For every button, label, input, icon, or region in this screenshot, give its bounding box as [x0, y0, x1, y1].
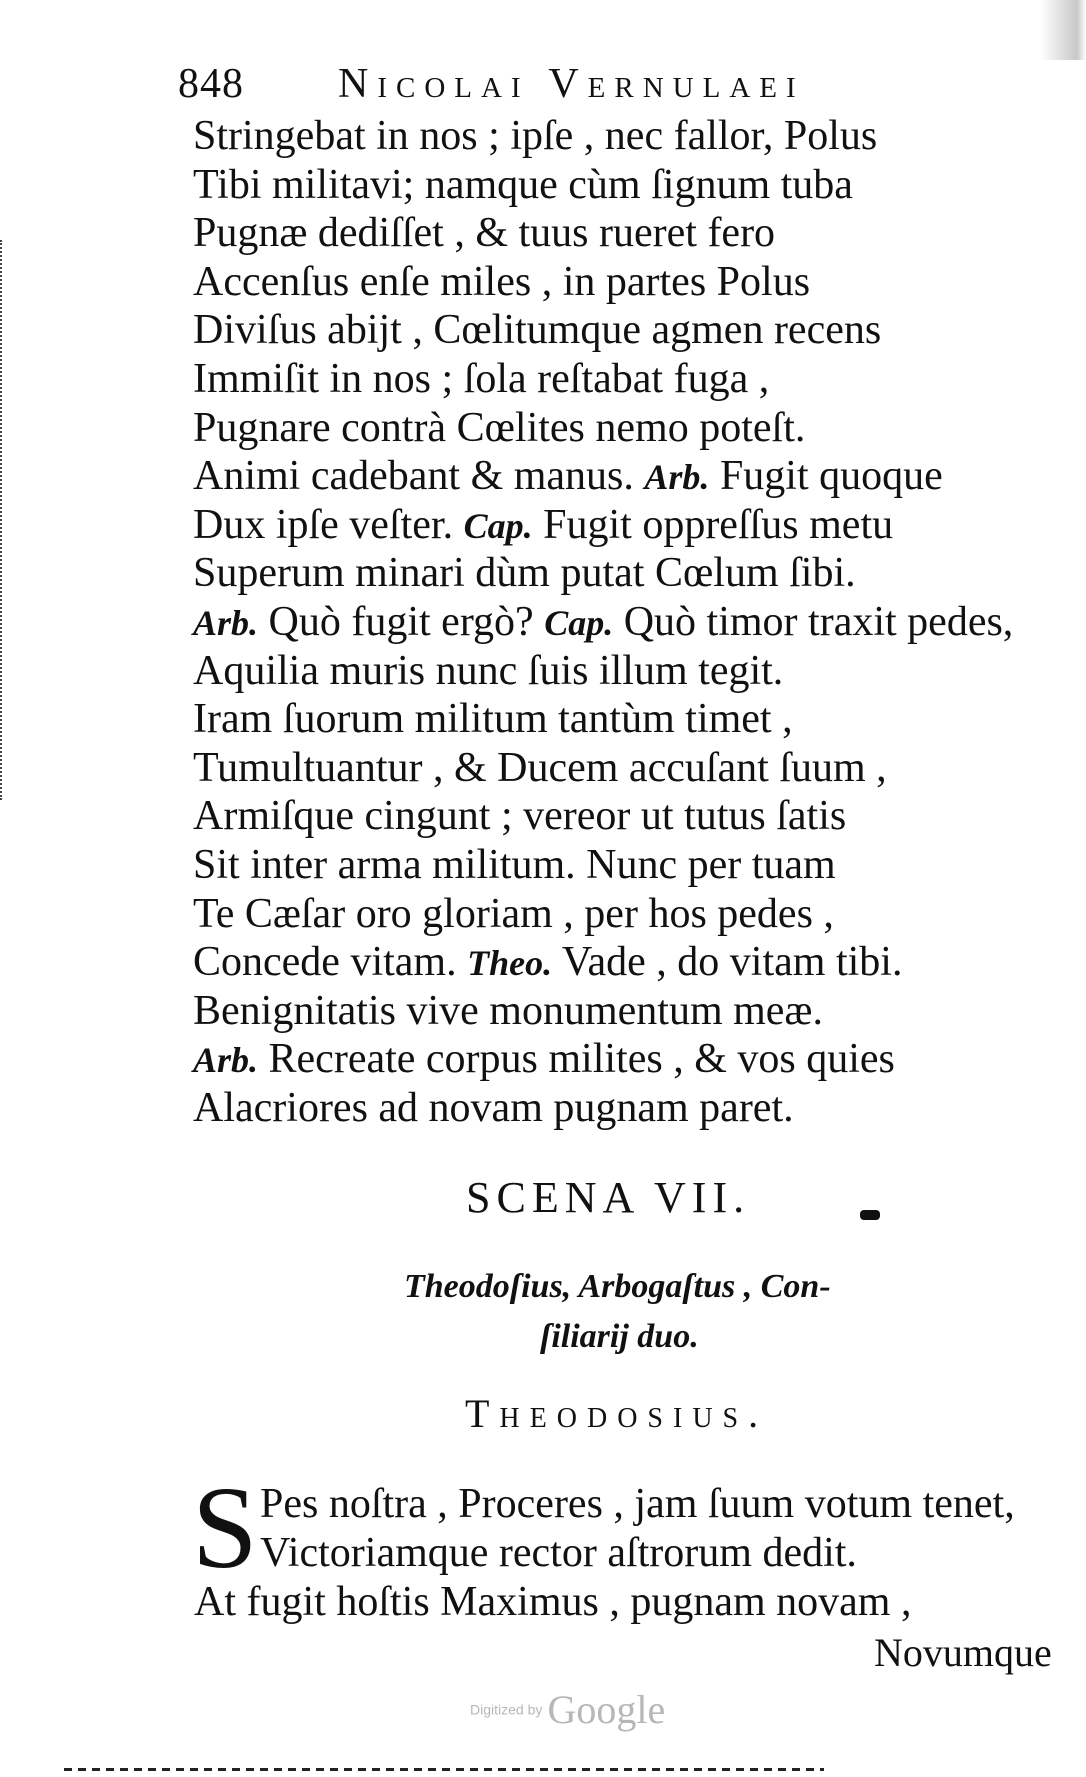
speaker-abbrev: Arb.: [644, 457, 710, 498]
line-text: Sit inter arma militum. Nunc per tuam: [193, 841, 836, 888]
line-text: Fugit oppreſſus metu: [543, 501, 894, 548]
verse-line: [193, 355, 1063, 404]
line-text: Te Cæſar oro gloriam , per hos pedes ,: [193, 890, 834, 937]
scene-title: SCENA VII.: [466, 1173, 751, 1222]
line-text: Dux ipſe veſter.: [193, 501, 454, 548]
running-header: [178, 56, 938, 112]
line-text: Armiſque cingunt ; vereor ut tutus ſatis: [193, 793, 847, 840]
speaker-abbrev: Theo.: [467, 943, 553, 984]
line-text: Quò timor traxit pedes,: [623, 598, 1014, 645]
line-text: Accenſus enſe miles , in partes Polus: [193, 258, 811, 305]
verse-line: Victoriamque rector aſtrorum dedit.: [260, 1530, 857, 1576]
watermark-prefix: Digitized by: [470, 1701, 543, 1718]
line-text: Aquilia muris nunc ſuis illum tegit.: [193, 647, 784, 694]
line-text: Alacriores ad novam pugnam paret.: [193, 1084, 794, 1131]
speaker-abbrev: Arb.: [193, 602, 259, 643]
speaker-abbrev: Cap.: [463, 505, 533, 546]
margin-bleed-through: [0, 240, 16, 800]
verse-line: [193, 987, 1063, 1036]
verse-line: [193, 112, 1063, 161]
line-text: Immiſit in nos ; ſola reſtabat fuga ,: [193, 355, 770, 402]
catchword: Novumque: [874, 1630, 1052, 1675]
verse-line: [193, 1035, 1063, 1084]
speaker-abbrev: Arb.: [193, 1040, 259, 1081]
line-text: Iram ſuorum militum tantùm timet ,: [193, 696, 793, 743]
verse-line: [193, 258, 1063, 307]
line-text: Quò fugit ergò?: [268, 598, 534, 645]
drop-cap: S: [192, 1462, 258, 1593]
verse-line: [193, 744, 1063, 793]
line-text: Tumultuantur , & Ducem accuſant ſuum ,: [193, 744, 887, 791]
line-text: Fugit quoque: [719, 453, 943, 500]
verse-line: [193, 792, 1063, 841]
line-text: Animi cadebant & manus.: [193, 453, 634, 500]
running-title: Nicolai Vernulaei: [338, 61, 805, 107]
closing-verse: [194, 1480, 1060, 1627]
line-text: Pugnare contrà Cœlites nemo poteſt.: [193, 404, 806, 451]
line-text: Concede vitam.: [193, 939, 457, 986]
verse-line: [193, 938, 1063, 987]
cast-line-2: ſiliarij duo.: [540, 1318, 699, 1355]
verse-line: [193, 1084, 1063, 1133]
verse-line: [193, 549, 1063, 598]
line-text: Pugnæ dediſſet , & tuus rueret fero: [193, 210, 776, 257]
verse-line: [193, 452, 1063, 501]
line-text: Superum minari dùm putat Cœlum ſibi.: [193, 550, 856, 597]
speaker-heading: Theodosius.: [465, 1391, 769, 1436]
page-edge-line: [64, 1768, 824, 1771]
verse-block: [193, 112, 1063, 1132]
digitization-watermark: [470, 1686, 665, 1734]
line-text: Tibi militavi; namque cùm ſignum tuba: [193, 161, 853, 208]
verse-line: [193, 404, 1063, 453]
verse-line: [193, 306, 1063, 355]
cast-line-1: Theodoſius, Arbogaſtus , Con-: [404, 1268, 831, 1305]
verse-line: [193, 695, 1063, 744]
verse-line: [193, 161, 1063, 210]
verse-line: [193, 209, 1063, 258]
speaker-abbrev: Cap.: [544, 602, 614, 643]
cast-list: [404, 1262, 884, 1362]
watermark-logo: Google: [547, 1687, 666, 1732]
verse-line: [193, 890, 1063, 939]
verse-line: At fugit hoſtis Maximus , pugnam novam ,: [194, 1579, 912, 1625]
line-text: Recreate corpus milites , & vos quies: [268, 1036, 895, 1083]
verse-line: [193, 841, 1063, 890]
line-text: Vade , do vitam tibi.: [561, 939, 903, 986]
line-text: Diviſus abijt , Cœlitumque agmen recens: [193, 307, 882, 354]
verse-line: [193, 501, 1063, 550]
verse-line: Pes noſtra , Proceres , jam ſuum votum tenet,: [260, 1481, 1015, 1527]
page-number: 848: [178, 61, 244, 107]
line-text: Benignitatis vive monumentum meæ.: [193, 987, 823, 1034]
edge-shadow: [1040, 0, 1086, 60]
verse-line: [193, 598, 1063, 647]
ink-blot: [860, 1210, 880, 1220]
verse-line: [193, 647, 1063, 696]
line-text: Stringebat in nos ; ipſe , nec fallor, Polus: [193, 113, 878, 159]
